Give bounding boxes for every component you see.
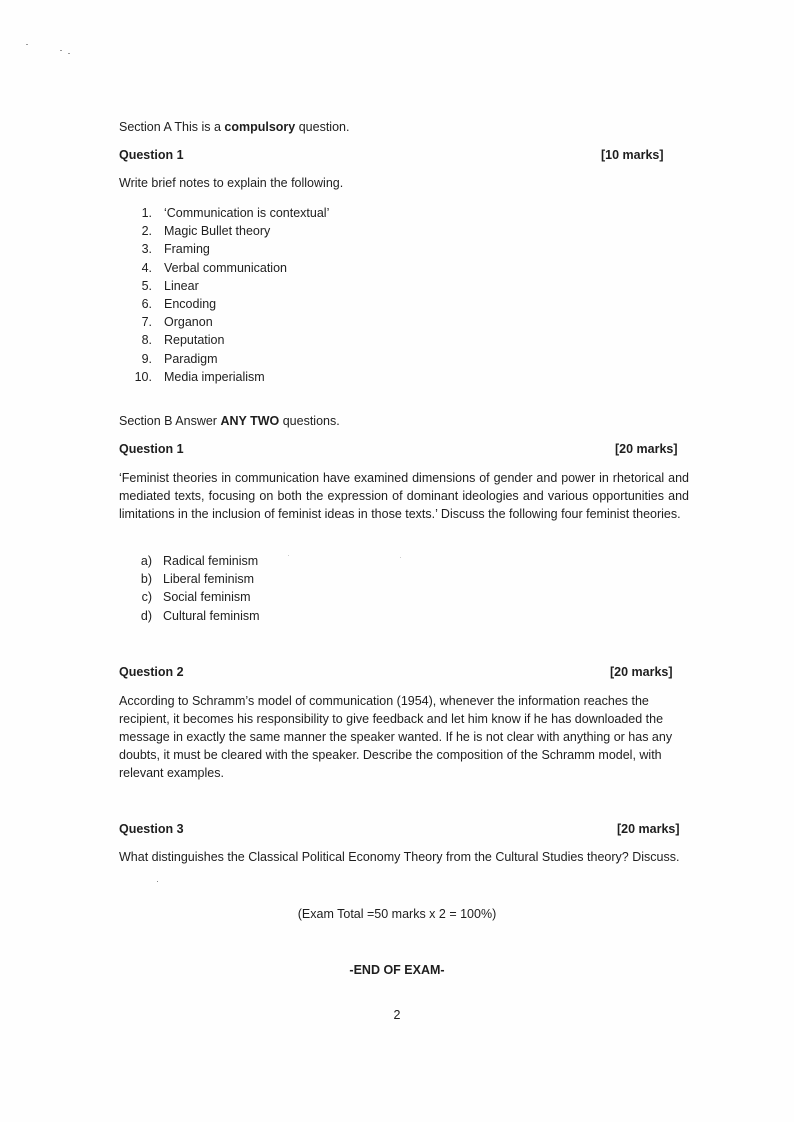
scan-speck: [157, 881, 158, 882]
list-item-text: Social feminism: [163, 590, 251, 605]
list-item-text: ‘Communication is contextual’: [164, 206, 330, 220]
list-item-text: Organon: [164, 315, 213, 330]
section-a-suffix: question.: [295, 120, 350, 134]
list-item-marker: c): [141, 590, 152, 605]
section-a-marks: [10 marks]: [601, 148, 664, 162]
end-of-exam: -END OF EXAM-: [349, 963, 445, 977]
exam-total: (Exam Total =50 marks x 2 = 100%): [297, 907, 497, 921]
section-a-emphasis: compulsory: [224, 120, 296, 134]
section-a-question-label: Question 1: [119, 148, 184, 162]
scan-speck: [400, 557, 401, 558]
list-item-text: Magic Bullet theory: [164, 224, 271, 239]
q3-body: What distinguishes the Classical Political Economy Theory from the Cultural Studies theory? Discuss.: [119, 850, 680, 864]
list-item-text: Verbal communication: [164, 260, 287, 275]
list-item-marker: 3.: [141, 242, 152, 257]
list-item-marker: 7.: [141, 315, 152, 330]
section-b-prefix: Section B Answer: [119, 414, 221, 428]
list-item-marker: 4.: [141, 260, 152, 275]
scan-speck: [26, 44, 28, 45]
q3-label: Question 3: [119, 822, 184, 836]
q2-body: According to Schramm’s model of communication (1954), whenever the information reaches the recipient, it becomes his responsibility to give feedback and let him know if he has downloaded the message in exactly the same manner the speaker wanted. If he is not clear with anything or has any doubts, it must be cleared with the speaker. Describe the composition of the Schramm model, with relevant examples.: [119, 694, 673, 780]
list-item-marker: a): [140, 554, 152, 568]
list-item-text: Encoding: [164, 296, 217, 311]
q2-label: Question 2: [119, 665, 184, 679]
list-item-text: Media imperialism: [164, 369, 265, 384]
q1-body: ‘Feminist theories in communication have examined dimensions of gender and power in rhetorical and mediated texts, focusing on both the expression of dominant ideologies and various opportunities and limitations in the inclusion of feminist ideas in those texts.’ Discuss the following four feminist theories.: [119, 471, 689, 521]
list-item-text: Linear: [164, 278, 199, 293]
list-item-marker: 9.: [141, 351, 152, 366]
list-item-text: Cultural feminism: [163, 608, 260, 623]
list-item-text: Radical feminism: [163, 554, 259, 568]
section-b-emphasis: ANY TWO: [220, 414, 280, 428]
list-item-marker: 1.: [141, 206, 152, 220]
list-item-marker: 5.: [141, 278, 152, 293]
q2-marks: [20 marks]: [610, 665, 673, 679]
q1-label: Question 1: [119, 442, 184, 456]
q1-marks: [20 marks]: [615, 442, 678, 456]
page-number: 2: [393, 1008, 401, 1022]
list-item-marker: 2.: [141, 224, 152, 239]
section-a-instruction: [119, 120, 349, 134]
list-item-text: Liberal feminism: [163, 572, 255, 587]
list-item-marker: 6.: [141, 296, 152, 311]
section-b-suffix: questions.: [279, 414, 340, 428]
list-item-marker: 10.: [134, 369, 152, 384]
q3-marks: [20 marks]: [617, 822, 680, 836]
list-item-text: Framing: [164, 242, 210, 257]
section-a-prefix: Section A This is a: [119, 120, 225, 134]
list-item-text: Reputation: [164, 333, 225, 348]
list-item-marker: 8.: [141, 333, 152, 348]
section-a-task: Write brief notes to explain the following.: [119, 176, 344, 190]
list-item-marker: b): [140, 572, 152, 587]
scan-speck: [68, 53, 70, 54]
list-item-marker: d): [140, 608, 152, 623]
list-item-text: Paradigm: [164, 351, 218, 366]
scan-speck: [288, 555, 289, 556]
section-b-instruction: [119, 414, 340, 428]
scan-speck: [60, 50, 62, 51]
